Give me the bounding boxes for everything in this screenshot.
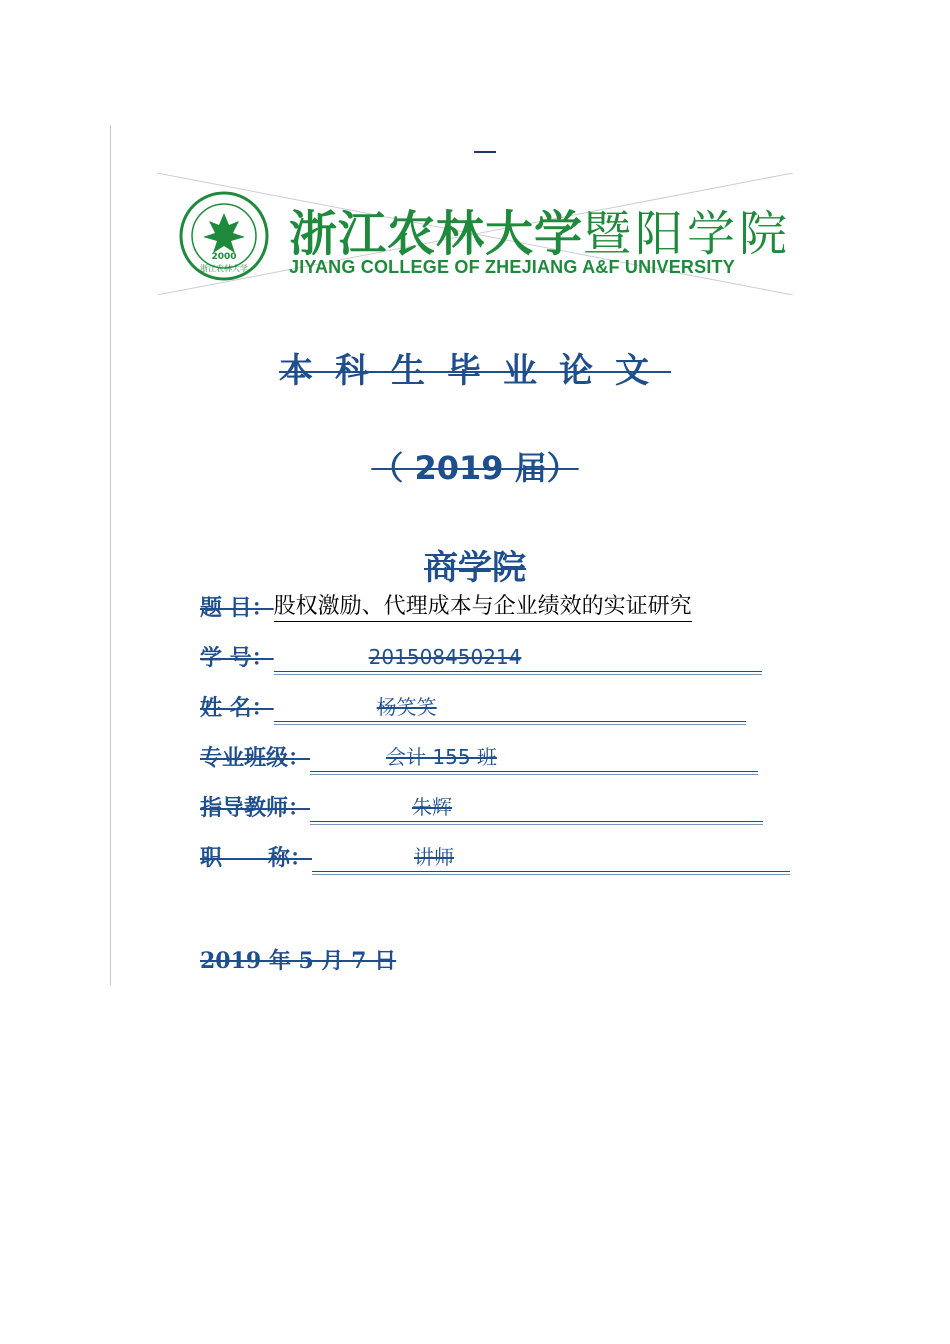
major-class-value: 会计 155 班 xyxy=(386,745,497,769)
name-label: 姓 名： xyxy=(200,696,274,721)
submission-date: 2019 年 5 月 7 日 xyxy=(200,948,397,974)
title-rank-label: 职 称： xyxy=(200,846,312,871)
advisor-value: 朱辉 xyxy=(412,795,453,819)
college-logo xyxy=(157,173,793,295)
title-rank-value: 讲师 xyxy=(413,845,454,869)
field-major-class xyxy=(200,742,758,772)
name-value: 杨笑笑 xyxy=(376,695,437,719)
header-mark xyxy=(474,151,496,153)
major-class-line xyxy=(310,741,758,772)
field-name xyxy=(200,692,746,722)
major-class-label: 专业班级： xyxy=(200,746,311,771)
school-name: 商学院 xyxy=(424,548,526,588)
topic-value: 股权激励、代理成本与企业绩效的实证研究 xyxy=(274,589,692,622)
field-topic xyxy=(200,592,692,622)
advisor-line xyxy=(310,791,763,822)
field-student-id xyxy=(200,642,762,672)
logo-college-name: 暨阳学院 xyxy=(583,206,792,262)
logo-english-name: JIYANG COLLEGE OF ZHEJIANG A&F UNIVERSITY xyxy=(289,257,735,277)
thesis-title: 本科生毕业论文 xyxy=(279,351,671,391)
seal-year: 2000 xyxy=(211,252,237,262)
student-id-line xyxy=(274,641,762,672)
graduation-year: （ 2019 届） xyxy=(371,449,579,487)
field-title-rank xyxy=(200,842,790,872)
seal-text: 浙江农林大学 xyxy=(200,264,248,273)
logo-chinese-name xyxy=(289,195,791,264)
topic-label: 题 目： xyxy=(200,596,274,621)
advisor-label: 指导教师： xyxy=(200,796,311,821)
student-id-value: 201508450214 xyxy=(368,645,522,669)
logo-university-name: 浙江农林大学 xyxy=(289,206,584,262)
student-id-label: 学 号： xyxy=(200,646,274,671)
field-advisor xyxy=(200,792,763,822)
title-rank-line xyxy=(312,841,790,872)
college-seal-icon xyxy=(179,191,269,281)
name-line xyxy=(274,691,746,722)
